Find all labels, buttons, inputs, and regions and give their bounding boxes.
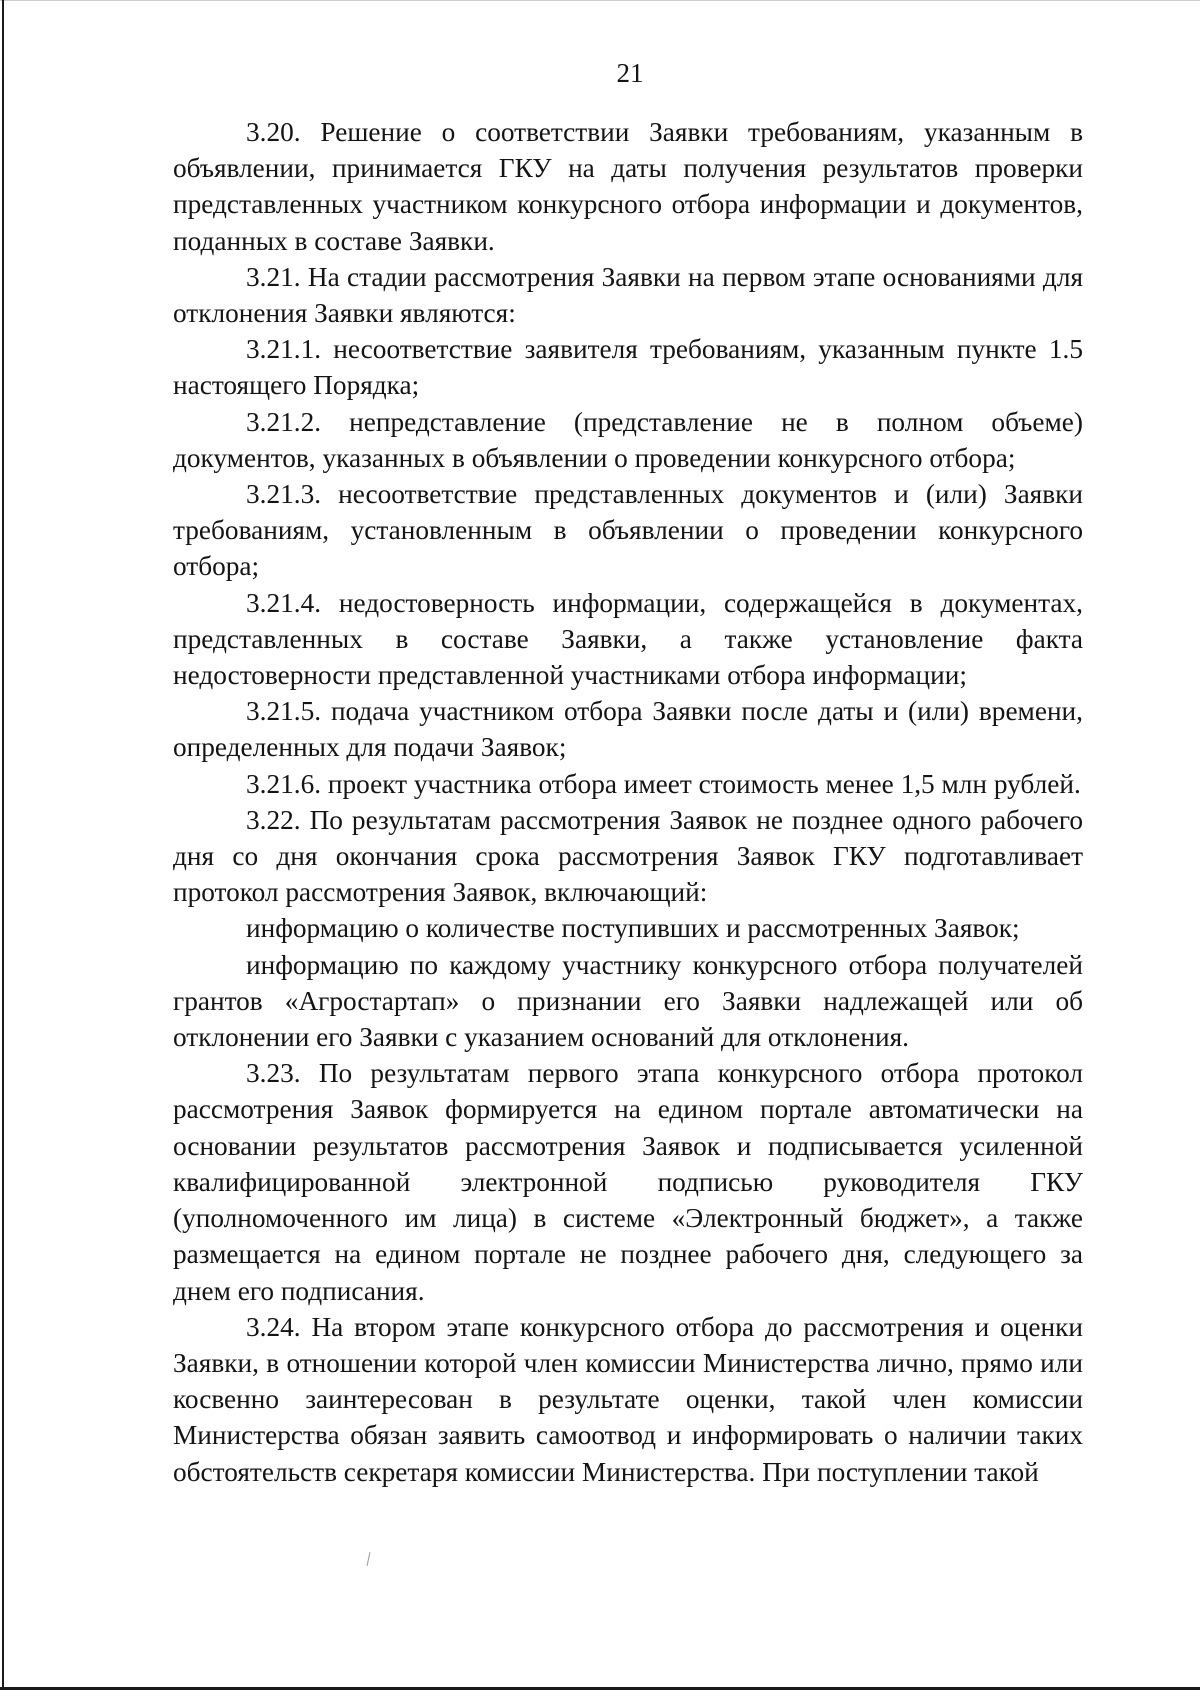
scan-top-edge [0, 0, 1200, 1]
page-number: 21 [616, 58, 644, 88]
paragraph-3-22-item-count: информацию о количестве поступивших и рассмотренных Заявок; [246, 913, 1020, 944]
paragraph-3-21: 3.21. На стадии рассмотрения Заявки на первом этапе основаниями для отклонения Заявки являются: [173, 261, 1083, 329]
paragraph-3-21-6: 3.21.6. проект участника отбора имеет стоимость менее 1,5 млн рублей. [246, 768, 1081, 799]
paragraph-3-21-2: 3.21.2. непредставление (представление не в полном объеме) документов, указанных в объявлении о проведении конкурсного отбора; [173, 406, 1083, 473]
paragraph-3-22: 3.22. По результатам рассмотрения Заявок не позднее одного рабочего дня со дня окончания срока рассмотрения Заявок ГКУ подготавливает протокол рассмотрения Заявок, включающий: [173, 804, 1083, 908]
paragraph-3-20: 3.20. Решение о соответствии Заявки требованиям, указанным в объявлении, принимается ГКУ на даты получения результатов проверки представленных участником конкурсного отбора информации и документов, поданных в составе Заявки. [173, 117, 1083, 256]
document-body [173, 114, 1083, 1490]
stray-pen-mark [367, 1552, 371, 1566]
scan-left-edge [2, 0, 4, 1690]
paragraph-3-21-3: 3.21.3. несоответствие представленных документов и (или) Заявки требованиям, установленным в объявлении о проведении конкурсного отбора; [173, 479, 1083, 582]
paragraph-3-21-5: 3.21.5. подача участником отбора Заявки после даты и (или) времени, определенных для подачи Заявок; [173, 696, 1083, 763]
paragraph-3-21-4: 3.21.4. недостоверность информации, содержащейся в документах, представленных в составе Заявки, а также установление факта недостоверности представленной участниками отбора информации; [173, 587, 1083, 691]
paragraph-3-24: 3.24. На втором этапе конкурсного отбора до рассмотрения и оценки Заявки, в отношении которой член комиссии Министерства лично, прямо или косвенно заинтересован в результате оценки, такой член комиссии Министерства обязан заявить самоотвод и информировать о наличии таких обстоятельств секретаря комиссии Министерства. При поступлении такой [173, 1311, 1083, 1487]
paragraph-3-21-1: 3.21.1. несоответствие заявителя требованиям, указанным пункте 1.5 настоящего Порядка; [173, 334, 1083, 401]
paragraph-3-22-item-participant: информацию по каждому участнику конкурсного отбора получателей грантов «Агростартап» о признании его Заявки надлежащей или об отклонении его Заявки с указанием оснований для отклонения. [173, 949, 1083, 1053]
paragraph-3-23: 3.23. По результатам первого этапа конкурсного отбора протокол рассмотрения Заявок формируется на едином портале автоматически на основании результатов рассмотрения Заявок и подписывается усиленной квалифицированной электронной подписью руководителя ГКУ (уполномоченного им лица) в системе «Электронный бюджет», а также размещается на едином портале не позднее рабочего дня, следующего за днем его подписания. [173, 1058, 1083, 1306]
